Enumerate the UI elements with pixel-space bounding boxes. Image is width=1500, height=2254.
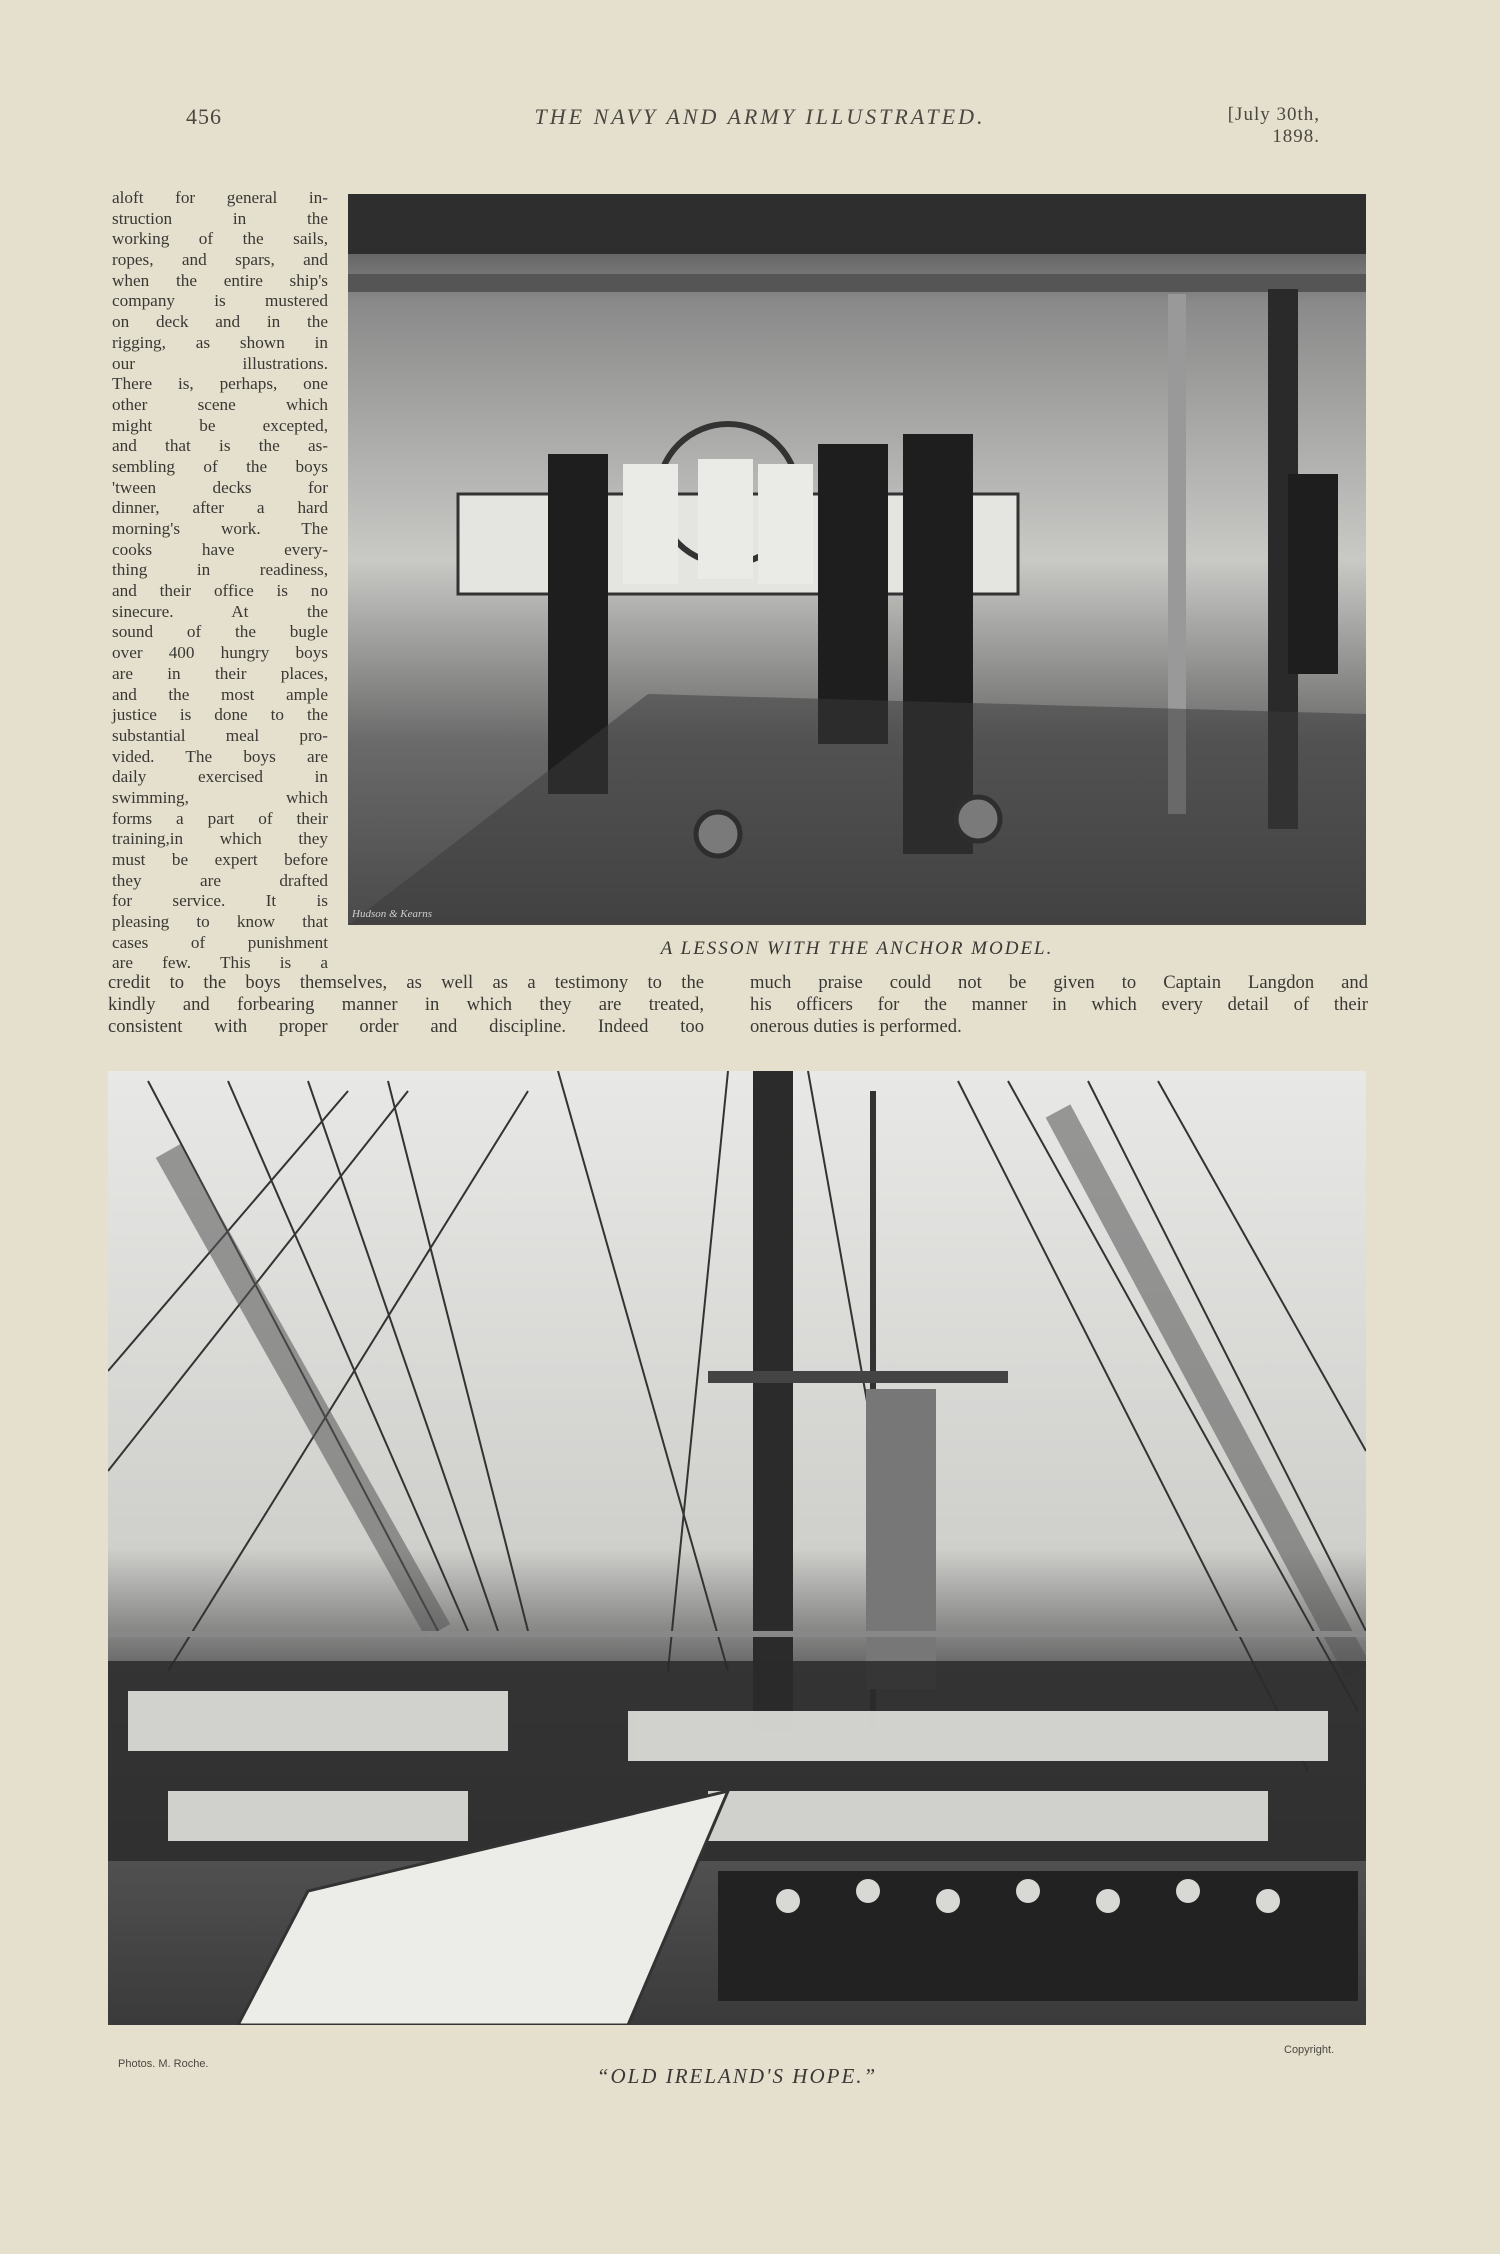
text-line: cooks have every- [112, 539, 328, 559]
text-line: on deck and in the [112, 312, 328, 332]
article-column [112, 188, 328, 974]
text-line: swimming, which [112, 787, 328, 807]
text-line: sembling of the boys [112, 456, 328, 476]
photo-anchor-model-lesson [348, 194, 1366, 925]
text-line: cases of punishment [112, 932, 328, 952]
text-line: training,in which they [112, 829, 328, 849]
text-line: dinner, after a hard [112, 498, 328, 518]
text-line: are in their places, [112, 663, 328, 683]
text-line: There is, perhaps, one [112, 374, 328, 394]
text-line: vided. The boys are [112, 746, 328, 766]
photo-watermark: Hudson & Kearns [352, 908, 433, 920]
text-line: 'tween decks for [112, 477, 328, 497]
text-line: kindly and forbearing manner in which they are treated, [108, 994, 704, 1015]
text-line: our illustrations. [112, 353, 328, 373]
text-line: justice is done to the [112, 705, 328, 725]
text-line: struction in the [112, 208, 328, 228]
text-line: for service. It is [112, 891, 328, 911]
text-line: company is mustered [112, 291, 328, 311]
text-line: thing in readiness, [112, 560, 328, 580]
photo-caption-anchor-model: A LESSON WITH THE ANCHOR MODEL. [660, 938, 1054, 959]
text-line: daily exercised in [112, 767, 328, 787]
text-line: sound of the bugle [112, 622, 328, 642]
text-line: when the entire ship's [112, 270, 328, 290]
photo-credit: Photos. M. Roche. [118, 2058, 209, 2070]
text-line: his officers for the manner in which every detail of their [750, 994, 1368, 1015]
text-line: and the most ample [112, 684, 328, 704]
bottom-right-text [750, 972, 1368, 1038]
text-line: credit to the boys themselves, as well as a testimony to the [108, 972, 704, 993]
text-line: consistent with proper order and discipline. Indeed too [108, 1016, 704, 1037]
text-line: other scene which [112, 394, 328, 414]
text-line: might be excepted, [112, 415, 328, 435]
photo-old-irelands-hope [108, 1071, 1366, 2025]
text-line: and their office is no [112, 581, 328, 601]
text-line: much praise could not be given to Captain Langdon and [750, 972, 1368, 993]
text-line: and that is the as- [112, 436, 328, 456]
text-line: over 400 hungry boys [112, 643, 328, 663]
text-line: pleasing to know that [112, 912, 328, 932]
page-number: 456 [186, 104, 222, 129]
text-line: sinecure. At the [112, 601, 328, 621]
issue-date: [July 30th, 1898. [1227, 104, 1320, 147]
text-line: substantial meal pro- [112, 725, 328, 745]
text-line: working of the sails, [112, 229, 328, 249]
text-line: morning's work. The [112, 519, 328, 538]
text-line: they are drafted [112, 870, 328, 890]
text-line: aloft for general in- [112, 188, 328, 207]
copyright-notice: Copyright. [1284, 2044, 1335, 2056]
publication-title: THE NAVY AND ARMY ILLUSTRATED. [534, 104, 986, 129]
photo-caption-old-irelands-hope: “OLD IRELAND'S HOPE.” [596, 2064, 878, 2088]
text-line: onerous duties is performed. [750, 1016, 962, 1037]
text-line: are few. This is a [112, 953, 328, 973]
text-line: forms a part of their [112, 808, 328, 828]
text-line: rigging, as shown in [112, 332, 328, 352]
text-line: ropes, and spars, and [112, 250, 328, 270]
text-line: must be expert before [112, 850, 328, 869]
bottom-left-text [108, 972, 704, 1038]
